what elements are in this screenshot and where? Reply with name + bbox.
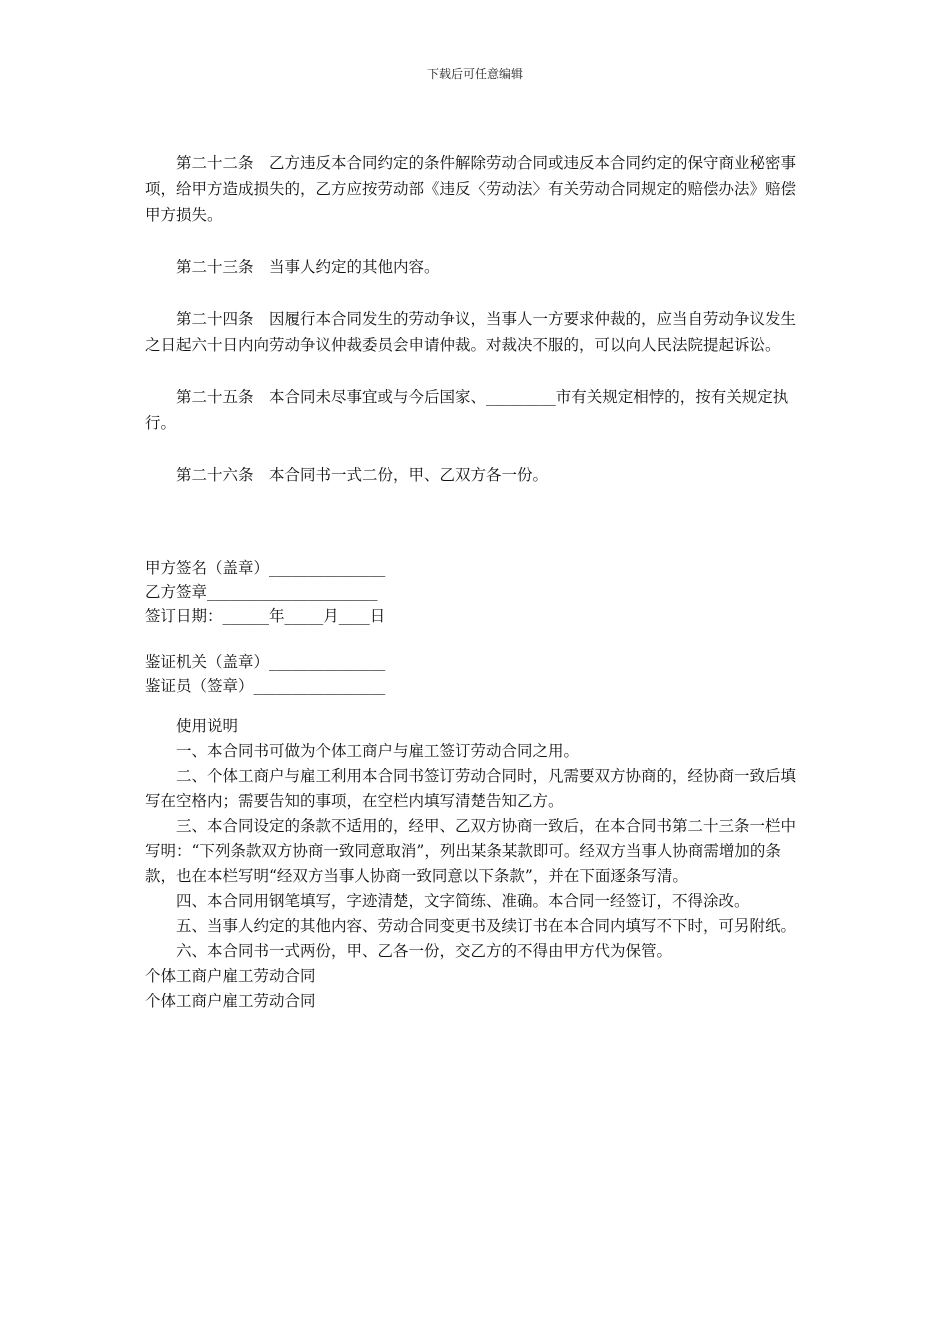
footer-title: 个体工商户雇工劳动合同 bbox=[145, 967, 316, 985]
article-22: 第二十二条 乙方违反本合同约定的条件解除劳动合同或违反本合同约定的保守商业秘密事项，给甲方造成损失的，乙方应按劳动部《违反〈劳动法〉有关劳动合同规定的赔偿办法》赔偿甲方损失。 bbox=[145, 154, 797, 224]
party-a-signature: 甲方签名（盖章）_______________ bbox=[145, 559, 386, 577]
officer-signature: 鉴证员（签章）_________________ bbox=[145, 677, 386, 695]
signing-date: 签订日期：______年_____月____日 bbox=[145, 607, 386, 625]
signature-block bbox=[145, 556, 810, 698]
usage-note-item: 三、本合同设定的条款不适用的，经甲、乙双方协商一致后，在本合同书第二十三条一栏中写明：“下列条款双方协商一致同意取消”，列出某条某款即可。经双方当事人协商需增加的条款，也在本栏写明“经双方当事人协商一致同意以下条款”，并在下面逐条写清。 bbox=[145, 817, 797, 885]
article-23: 第二十三条 当事人约定的其他内容。 bbox=[176, 258, 440, 276]
article-24: 第二十四条 因履行本合同发生的劳动争议，当事人一方要求仲裁的，应当自劳动争议发生之日起六十日内向劳动争议仲裁委员会申请仲裁。对裁决不服的，可以向人民法院提起诉讼。 bbox=[145, 310, 797, 354]
article-26: 第二十六条 本合同书一式二份，甲、乙双方各一份。 bbox=[176, 466, 549, 484]
authority-seal: 鉴证机关（盖章）_______________ bbox=[145, 653, 386, 671]
page-header: 下载后可任意编辑 bbox=[426, 67, 523, 81]
footer-title: 个体工商户雇工劳动合同 bbox=[145, 992, 316, 1010]
usage-note-item: 一、本合同书可做为个体工商户与雇工签订劳动合同之用。 bbox=[176, 742, 580, 760]
article-25: 第二十五条 本合同未尽事宜或与今后国家、_________市有关规定相悖的，按有关规定执行。 bbox=[145, 388, 789, 432]
usage-notes-title: 使用说明 bbox=[176, 717, 239, 735]
party-b-signature: 乙方签章______________________ bbox=[145, 583, 378, 601]
usage-note-item: 四、本合同用钢笔填写，字迹清楚，文字简练、准确。本合同一经签订，不得涂改。 bbox=[176, 892, 750, 910]
document-body bbox=[145, 150, 810, 1014]
usage-notes bbox=[145, 714, 810, 1014]
usage-note-item: 二、个体工商户与雇工利用本合同书签订劳动合同时，凡需要双方协商的，经协商一致后填写在空格内；需要告知的事项，在空栏内填写清楚告知乙方。 bbox=[145, 767, 797, 810]
usage-note-item: 五、当事人约定的其他内容、劳动合同变更书及续订书在本合同内填写不下时，可另附纸。 bbox=[176, 917, 797, 935]
usage-note-item: 六、本合同书一式两份，甲、乙各一份，交乙方的不得由甲方代为保管。 bbox=[176, 942, 673, 960]
